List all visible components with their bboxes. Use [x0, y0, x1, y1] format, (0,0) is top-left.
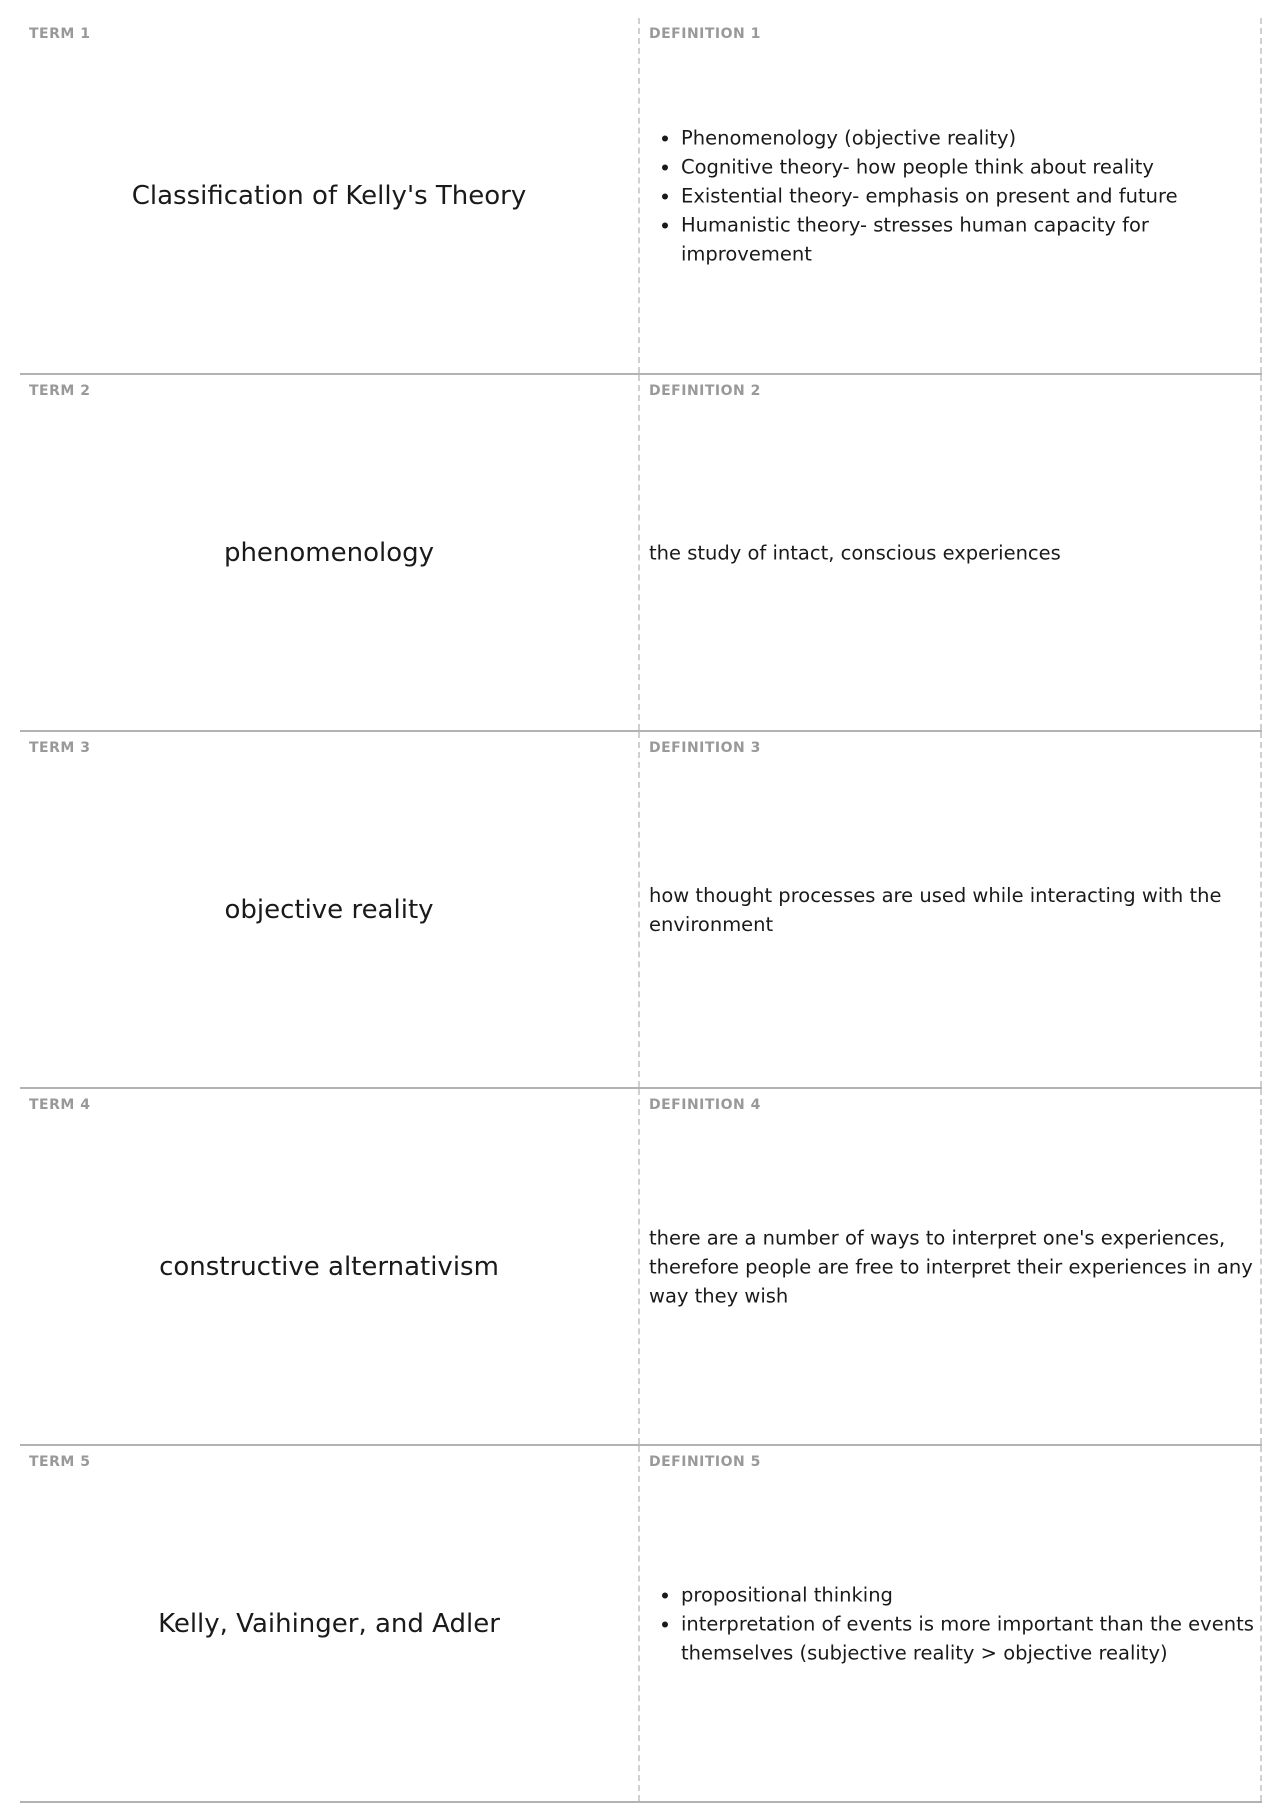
term-text: constructive alternativism [159, 1251, 499, 1282]
flashcard-row [20, 1446, 1262, 1803]
term-label: TERM 3 [29, 740, 91, 756]
term-text: Kelly, Vaihinger, and Adler [158, 1608, 500, 1639]
definition-list-item: • Phenomenology (objective reality) [681, 123, 1254, 152]
flashcard-row [20, 18, 1262, 375]
term-cell [20, 375, 640, 730]
definition-body [649, 1580, 1254, 1667]
term-text: phenomenology [223, 537, 435, 568]
term-cell [20, 1089, 640, 1444]
definition-label: DEFINITION 4 [649, 1097, 761, 1113]
flashcard-row [20, 1089, 1262, 1446]
term-text: objective reality [224, 894, 434, 925]
definition-text: there are a number of ways to interpret one's experiences, therefore people are free to interpret their experiences in any way they wish [649, 1226, 1253, 1307]
definition-cell [640, 732, 1262, 1087]
term-label: TERM 4 [29, 1097, 91, 1113]
definition-cell [640, 18, 1262, 373]
definition-list-item: • Cognitive theory- how people think about reality [681, 152, 1254, 181]
definition-label: DEFINITION 5 [649, 1454, 761, 1470]
definition-list-item: • Existential theory- emphasis on present and future [681, 181, 1254, 210]
term-text: Classification of Kelly's Theory [131, 180, 527, 211]
term-cell [20, 1446, 640, 1801]
term-label: TERM 1 [29, 26, 91, 42]
definition-text: how thought processes are used while interacting with the environment [649, 883, 1222, 936]
definition-body [649, 123, 1254, 268]
definition-list [649, 1580, 1254, 1667]
flashcard-row [20, 375, 1262, 732]
definition-list-item: • interpretation of events is more important than the events themselves (subjective reality > objective reality) [681, 1609, 1254, 1667]
flashcard-row [20, 732, 1262, 1089]
definition-label: DEFINITION 2 [649, 383, 761, 399]
definition-cell [640, 1089, 1262, 1444]
term-label: TERM 5 [29, 1454, 91, 1470]
definition-list-item: • propositional thinking [681, 1580, 1254, 1609]
definition-text: the study of intact, conscious experiences [649, 541, 1061, 564]
term-cell [20, 18, 640, 373]
definition-list-item: • Humanistic theory- stresses human capacity for improvement [681, 210, 1254, 268]
definition-cell [640, 1446, 1262, 1801]
definition-label: DEFINITION 1 [649, 26, 761, 42]
definition-label: DEFINITION 3 [649, 740, 761, 756]
definition-cell [640, 375, 1262, 730]
term-cell [20, 732, 640, 1087]
flashcard-sheet [20, 18, 1262, 1803]
term-label: TERM 2 [29, 383, 91, 399]
definition-list [649, 123, 1254, 268]
